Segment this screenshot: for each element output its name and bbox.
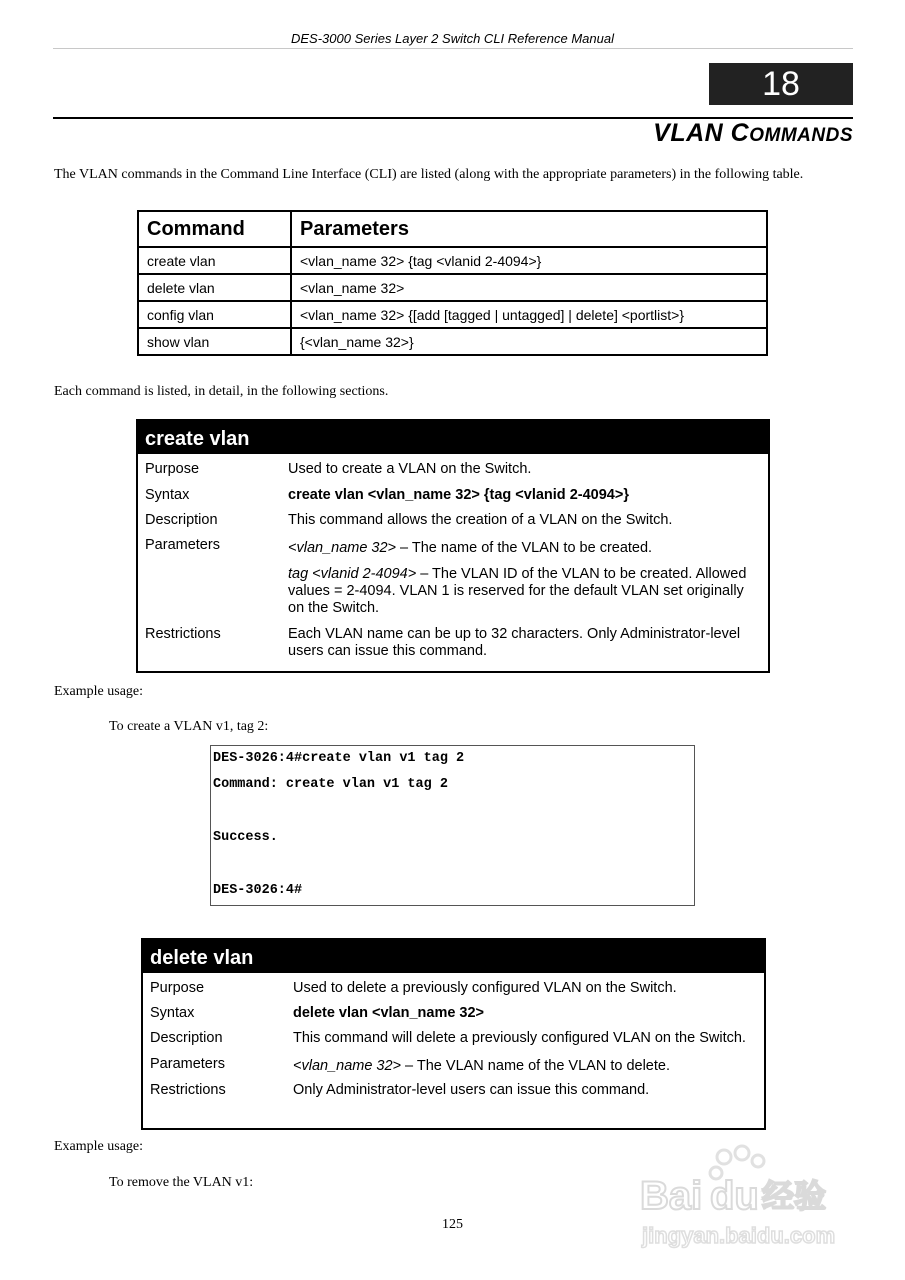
- description-value: This command will delete a previously configured VLAN on the Switch.: [293, 1030, 746, 1046]
- table-cell: <vlan_name 32>: [291, 274, 767, 301]
- delete-example-caption: To remove the VLAN v1:: [109, 1175, 254, 1190]
- chapter-title-rest: OMMANDS: [749, 125, 853, 146]
- console-line: DES-3026:4#create vlan v1 tag 2: [213, 751, 465, 766]
- svg-text:jingyan.baidu.com: jingyan.baidu.com: [642, 1223, 836, 1248]
- table-row: [138, 274, 767, 301]
- purpose-label: Purpose: [145, 461, 200, 477]
- syntax-row: [138, 487, 768, 503]
- syntax-row: [143, 1005, 764, 1021]
- create-vlan-title: create vlan: [138, 421, 768, 454]
- table-cell: {<vlan_name 32>}: [291, 328, 767, 355]
- parameters-value: [288, 537, 768, 617]
- restrictions-value: Only Administrator-level users can issue this command.: [293, 1082, 650, 1098]
- table-cell: <vlan_name 32> {tag <vlanid 2-4094>}: [291, 247, 767, 274]
- table-row: [138, 301, 767, 328]
- column-header-command: Command: [138, 211, 291, 247]
- svg-text:经验: 经验: [762, 1177, 827, 1215]
- restrictions-value: Each VLAN name can be up to 32 characters. Only Administrator-level users can issue this command.: [288, 626, 741, 659]
- delete-vlan-table: [141, 938, 766, 1130]
- param-text: – The name of the VLAN to be created.: [396, 540, 653, 556]
- restrictions-row: [138, 626, 768, 660]
- header-rule: [53, 48, 853, 49]
- svg-text:du: du: [710, 1174, 759, 1218]
- purpose-row: [143, 980, 764, 996]
- purpose-label: Purpose: [150, 980, 205, 996]
- purpose-row: [138, 461, 768, 477]
- description-row: [138, 512, 768, 528]
- chapter-title-lan: LAN: [670, 119, 724, 147]
- command-summary-table: [137, 210, 768, 356]
- column-header-parameters: Parameters: [291, 211, 767, 247]
- parameters-value: [293, 1056, 764, 1074]
- description-value: This command allows the creation of a VLAN on the Switch.: [288, 512, 673, 528]
- restrictions-label: Restrictions: [145, 626, 221, 642]
- chapter-number: 18: [709, 63, 853, 105]
- example-usage-label: Example usage:: [54, 1139, 144, 1154]
- description-row: [143, 1030, 764, 1047]
- intro-paragraph: The VLAN commands in the Command Line Interface (CLI) are listed (along with the appropriate parameters) in the following table.: [54, 167, 804, 182]
- parameters-label: Parameters: [145, 537, 220, 553]
- page-number: 125: [442, 1217, 463, 1232]
- chapter-title-c: C: [730, 119, 750, 147]
- parameters-label: Parameters: [150, 1056, 225, 1072]
- create-example-caption: To create a VLAN v1, tag 2:: [109, 719, 269, 734]
- table-cell: delete vlan: [138, 274, 291, 301]
- param-name: tag <vlanid 2-4094>: [288, 566, 417, 582]
- parameters-row: [143, 1056, 764, 1074]
- console-line: Command: create vlan v1 tag 2: [213, 777, 448, 792]
- delete-vlan-title: delete vlan: [143, 940, 764, 973]
- table-cell: <vlan_name 32> {[add [tagged | untagged] | delete] <portlist>}: [291, 301, 767, 328]
- console-line: DES-3026:4#: [213, 883, 303, 898]
- chapter-title: [653, 119, 853, 148]
- console-line: Success.: [213, 830, 278, 845]
- table-cell: create vlan: [138, 247, 291, 274]
- description-label: Description: [150, 1030, 223, 1046]
- purpose-value: Used to delete a previously configured VLAN on the Switch.: [293, 980, 677, 996]
- param-name: <vlan_name 32>: [288, 540, 397, 556]
- syntax-label: Syntax: [150, 1005, 195, 1021]
- table-cell: config vlan: [138, 301, 291, 328]
- param-text: – The VLAN name of the VLAN to delete.: [401, 1058, 670, 1074]
- running-header: DES-3000 Series Layer 2 Switch CLI Reference Manual: [291, 31, 614, 46]
- create-vlan-table: [136, 419, 770, 673]
- restrictions-label: Restrictions: [150, 1082, 226, 1098]
- syntax-label: Syntax: [145, 487, 190, 503]
- example-usage-label: Example usage:: [54, 684, 144, 699]
- baidu-watermark-logo: [636, 1143, 856, 1251]
- param-text: – The VLAN ID of the VLAN to be created. Allowed values = 2-4094. VLAN 1 is reserved for the default VLAN set originally on the Switch.: [288, 566, 747, 616]
- console-output: [210, 745, 695, 906]
- restrictions-row: [143, 1082, 764, 1098]
- table-row: [138, 247, 767, 274]
- chapter-title-v: V: [653, 119, 671, 147]
- parameters-row: [138, 537, 768, 617]
- table-cell: show vlan: [138, 328, 291, 355]
- description-label: Description: [145, 512, 218, 528]
- param-name: <vlan_name 32>: [293, 1058, 402, 1074]
- purpose-value: Used to create a VLAN on the Switch.: [288, 461, 532, 477]
- sections-note: Each command is listed, in detail, in the following sections.: [54, 384, 389, 399]
- syntax-value: create vlan <vlan_name 32> {tag <vlanid 2-4094>}: [288, 487, 629, 503]
- syntax-value: delete vlan <vlan_name 32>: [293, 1005, 485, 1021]
- table-header-row: [138, 211, 767, 247]
- table-row: [138, 328, 767, 355]
- svg-text:Bai: Bai: [640, 1174, 703, 1218]
